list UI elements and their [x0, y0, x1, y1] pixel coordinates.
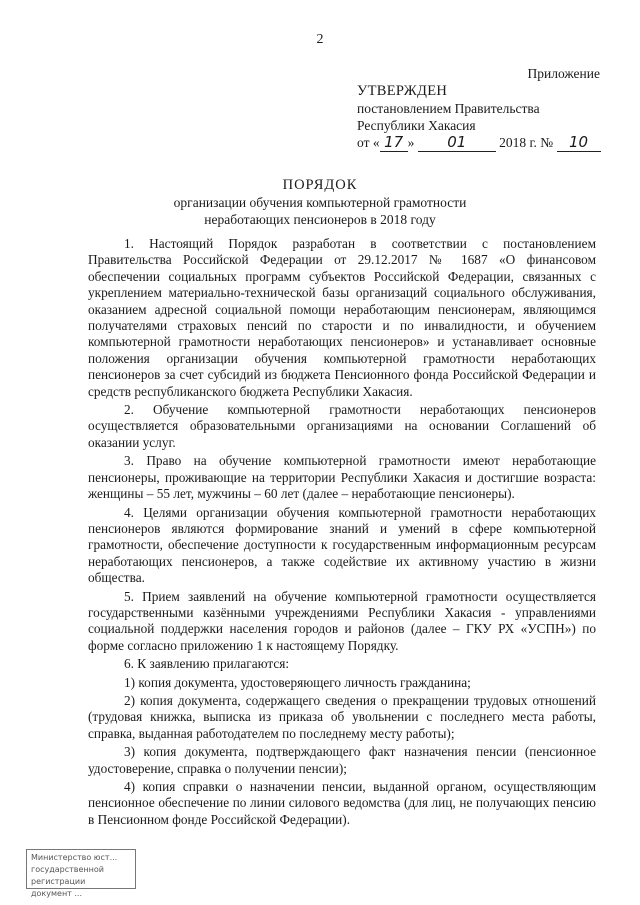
appendix-label: Приложение [527, 66, 600, 81]
paragraph: 3) копия документа, подтверждающего факт назначения пенсии (пенсионное удостоверение, справка о получении пенсии); [88, 744, 596, 776]
stamp-line: Министерство юст... [31, 853, 118, 862]
approval-date-line [357, 134, 601, 152]
date-year: 2018 г. [499, 135, 537, 150]
handwritten-month: 01 [418, 134, 496, 152]
approval-block [357, 83, 601, 152]
document-body [88, 236, 596, 830]
subtitle-line-1: организации обучения компьютерной грамотности [173, 195, 467, 210]
stamp-line: документ ... [31, 889, 83, 898]
number-prefix: № [540, 135, 554, 150]
paragraph: 1) копия документа, удостоверяющего личность гражданина; [124, 674, 471, 690]
stamp-line: государственной регистрации [31, 865, 104, 886]
paragraph: 2. Обучение компьютерной грамотности неработающих пенсионеров осуществляется образовательными организациями на основании Соглашений об оказании услуг. [88, 402, 596, 450]
document-subtitle [0, 194, 640, 228]
handwritten-number: 10 [557, 134, 601, 152]
approval-line-2: постановлением Правительства [357, 101, 540, 116]
paragraph: 5. Прием заявлений на обучение компьютерной грамотности осуществляется государственными казёнными учреждениями Республики Хакасия - управлениями социальной поддержки населения городов и районов (далее – ГКУ РХ «УСПН») по форме согласно приложению 1 к настоящему Порядку. [88, 588, 596, 653]
paragraph: 6. К заявлению прилагаются: [124, 656, 290, 672]
paragraph: 1. Настоящий Порядок разработан в соответствии с постановлением Правительства Российской Федерации от 29.12.2017 № 1687 «О финансовом обеспечении социальных программ субъектов Российской Федерации, связанных с укреплением материально-технической базы организаций социального обслуживания, оказанием адресной социальной помощи неработающим пенсионерам, являющимся получателями страховых пенсий по старости и по инвалидности, и обучением компьютерной грамотности неработающих пенсионеров» и устанавливает основные положения организации обучения компьютерной грамотности неработающих пенсионеров за счет субсидий из бюджета Пенсионного фонда Российской Федерации и средств республиканского бюджета Республики Хакасия. [88, 236, 596, 399]
approval-line-3: Республики Хакасия [357, 118, 476, 133]
handwritten-day: 17 [380, 134, 408, 152]
paragraph: 4. Целями организации обучения компьютерной грамотности неработающих пенсионеров являются формирование знаний и умений в сфере компьютерной грамотности, обеспечение доступности к государственным информационным ресурсам неработающих пенсионеров, а также содействие их активному участию в жизни общества. [88, 504, 596, 586]
date-quote-close: » [407, 135, 415, 150]
paragraph: 3. Право на обучение компьютерной грамотности имеют неработающие пенсионеры, проживающие на территории Республики Хакасия и достигшие возраста: женщины – 55 лет, мужчины – 60 лет (далее – неработающие пенсионеры). [88, 453, 596, 502]
subtitle-line-2: неработающих пенсионеров в 2018 году [204, 212, 436, 227]
document-title: ПОРЯДОК [282, 177, 358, 193]
registration-stamp [26, 849, 136, 898]
date-prefix: от « [357, 135, 380, 150]
page-number: 2 [316, 32, 324, 47]
paragraph: 4) копия справки о назначении пенсии, выданной органом, осуществляющим пенсионное обеспечение по линии силового ведомства (для лиц, не получающих пенсию в Пенсионном фонде Российской Федерации). [88, 779, 596, 827]
paragraph: 2) копия документа, содержащего сведения о прекращении трудовых отношений (трудовая книжка, выписка из приказа об увольнении с последнего места работы, справка, выданная работодателем по последнему месту работы); [88, 692, 596, 741]
approval-title: УТВЕРЖДЕН [357, 83, 448, 99]
